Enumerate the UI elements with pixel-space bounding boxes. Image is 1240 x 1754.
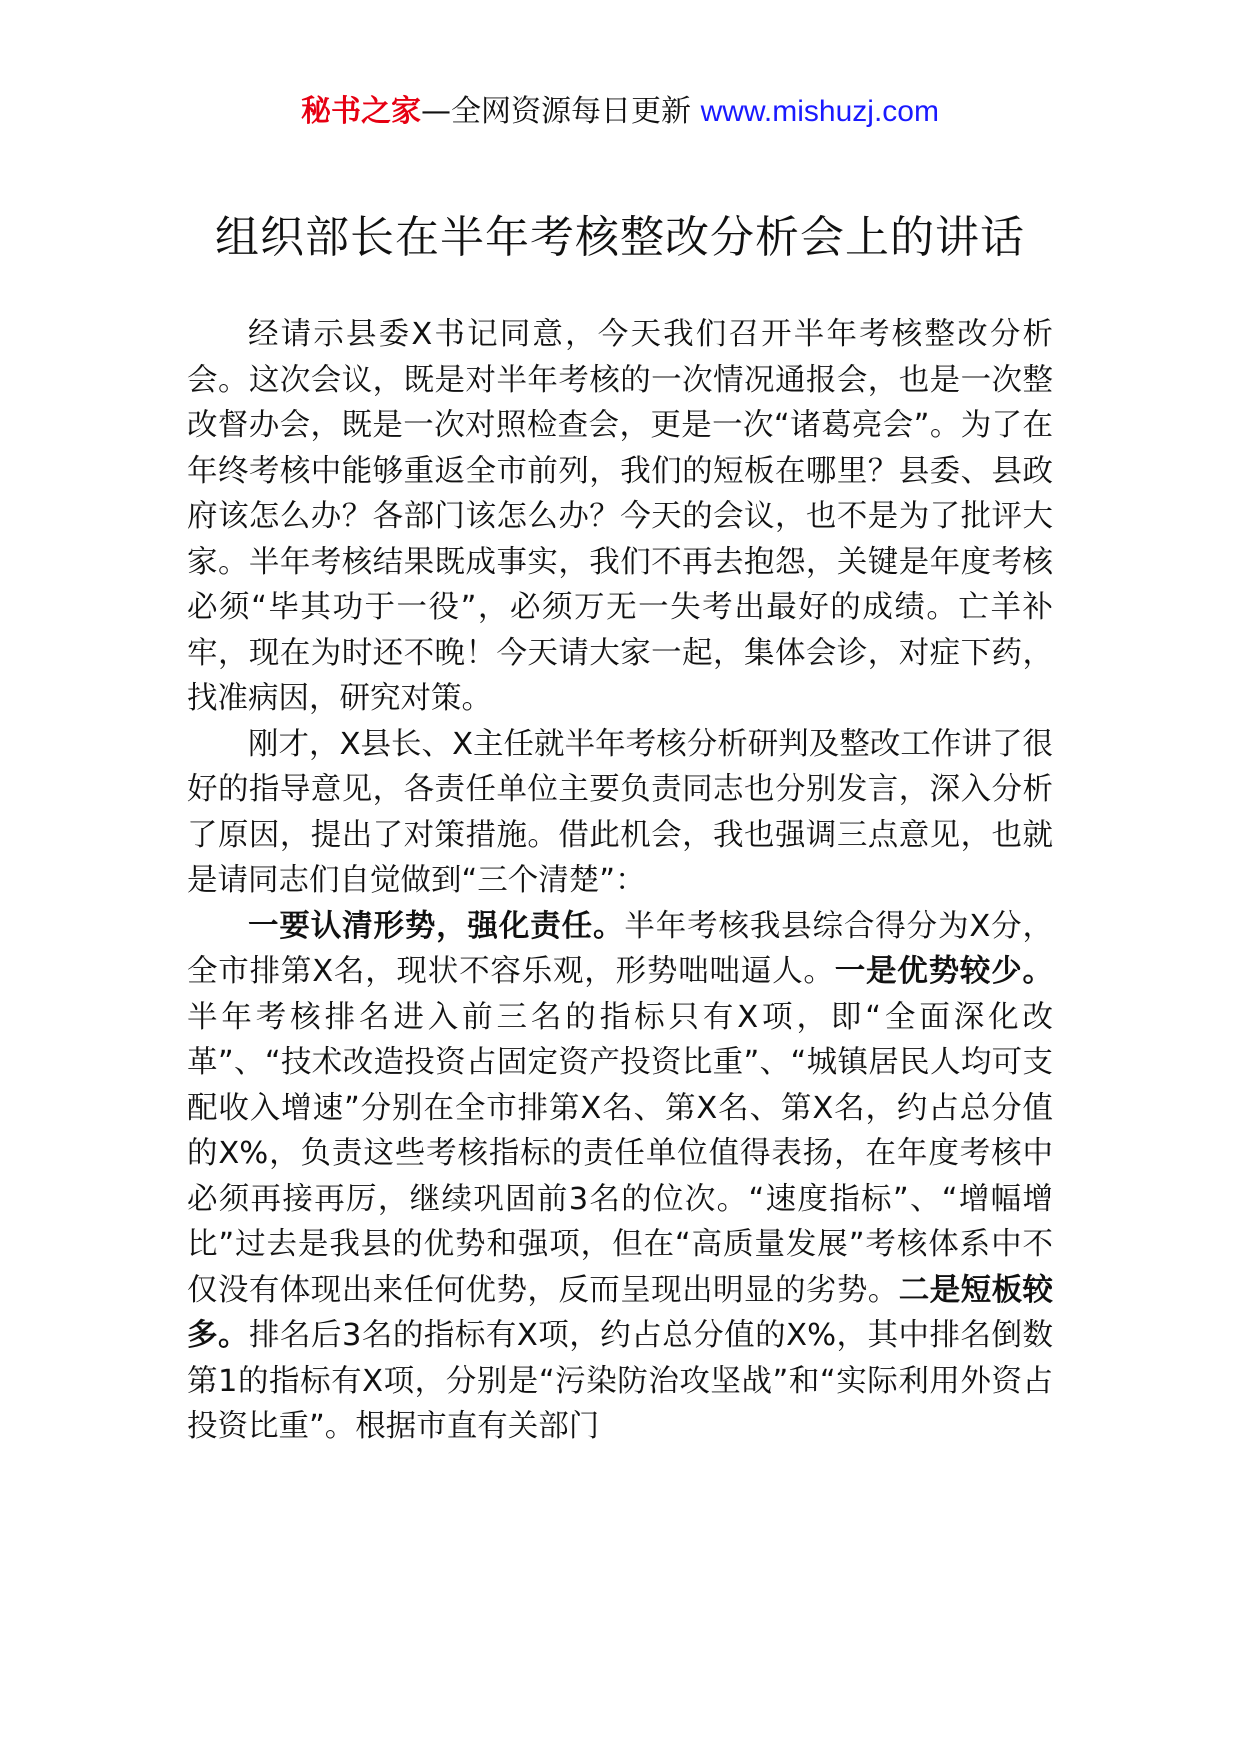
point-label: 一是优势较少。 [834, 954, 1054, 989]
site-header [0, 92, 1240, 132]
site-url[interactable]: www.mishuzj.com [700, 95, 939, 128]
paragraph-point-one [187, 904, 1053, 1450]
point-text: 排名后3名的指标有X项，约占总分值的X%，其中排名倒数第1的指标有X项，分别是“污染防治攻坚战”和“实际利用外资占投资比重”。根据市直有关部门 [187, 1318, 1053, 1444]
paragraph-intro: 经请示县委X书记同意，今天我们召开半年考核整改分析会。这次会议，既是对半年考核的一次情况通报会，也是一次整改督办会，既是一次对照检查会，更是一次“诸葛亮会”。为了在年终考核中能够重返全市前列，我们的短板在哪里？县委、县政府该怎么办？各部门该怎么办？今天的会议，也不是为了批评大家。半年考核结果既成事实，我们不再去抱怨，关键是年度考核必须“毕其功于一役”，必须万无一失考出最好的成绩。亡羊补牢，现在为时还不晚！今天请大家一起，集体会诊，对症下药，找准病因，研究对策。 [187, 317, 1053, 716]
point-text: 半年考核排名进入前三名的指标只有X项，即“全面深化改革”、“技术改造投资占固定资产投资比重”、“城镇居民人均可支配收入增速”分别在全市排第X名、第X名、第X名，约占总分值的X%，负责这些考核指标的责任单位值得表扬，在年度考核中必须再接再厉，继续巩固前3名的位次。“速度指标”、“增幅增比”过去是我县的优势和强项，但在“高质量发展”考核体系中不仅没有体现出来任何优势，反而呈现出明显的劣势。 [187, 999, 1053, 1308]
document-title: 组织部长在半年考核整改分析会上的讲话 [215, 212, 1025, 263]
point-label: 二是短板较多。 [187, 1272, 1054, 1353]
paragraph-meeting-summary: 刚才，X县长、X主任就半年考核分析研判及整改工作讲了很好的指导意见，各责任单位主要负责同志也分别发言，深入分析了原因，提出了对策措施。借此机会，我也强调三点意见，也就是请同志们自觉做到“三个清楚”： [187, 726, 1053, 898]
section-text: 半年考核我县综合得分为X分，全市排第X名，现状不容乐观，形势咄咄逼人。 [187, 908, 1053, 989]
site-name: 秘书之家 [301, 94, 422, 129]
document-body [187, 312, 1053, 1450]
site-slogan: —全网资源每日更新 [421, 94, 692, 129]
section-heading: 一要认清形势，强化责任。 [248, 908, 625, 944]
